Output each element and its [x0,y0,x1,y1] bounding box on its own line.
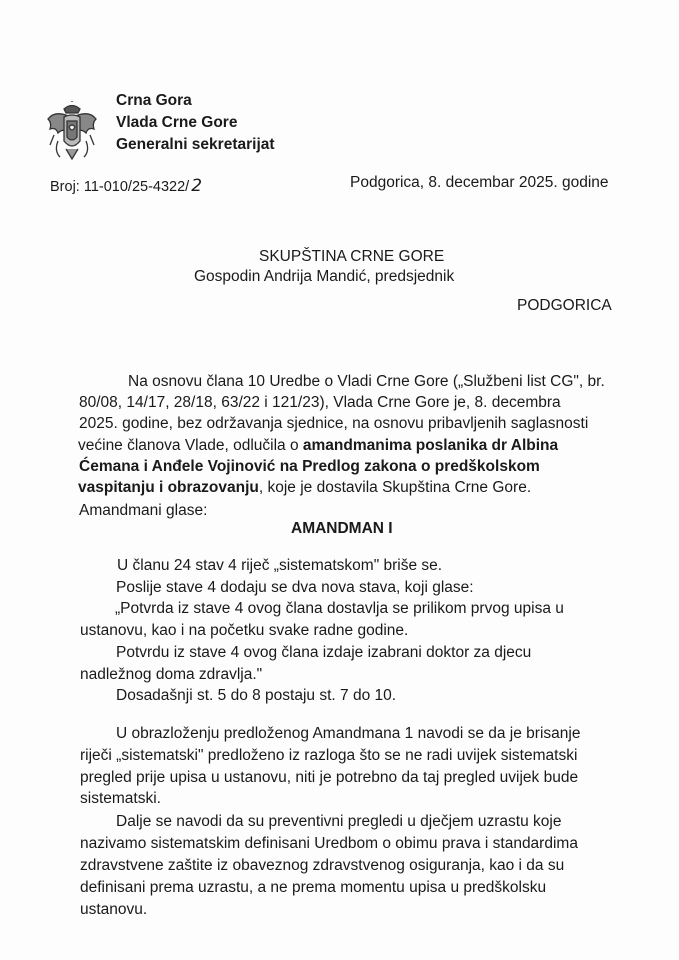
explanation-line: riječi „sistematski" predloženo iz razloga što se ne radi uvijek sistematski [80,747,578,764]
document-date: Podgorica, 8. decembar 2025. godine [350,174,609,191]
explanation-line: ustanovu. [80,901,148,918]
body-line: 80/08, 14/17, 28/18, 63/22 i 121/23), Vlada Crne Gore je, 8. decembra [79,394,561,411]
recipient-institution: SKUPŠTINA CRNE GORE [259,248,445,265]
amendment-title: AMANDMAN I [291,520,393,537]
body-bold-text: amandmanima poslanika dr Albina [302,437,559,454]
amendment-line: U članu 24 stav 4 riječ „sistematskom" briše se. [117,557,443,574]
explanation-line: Dalje se navodi da su preventivni pregledi u dječjem uzrastu koje [116,813,562,830]
explanation-line: pregled prije upisa u ustanovu, niti je potrebno da taj pregled uvijek bude [80,769,579,786]
recipient-city: PODGORICA [517,297,612,314]
explanation-line: sistematski. [80,790,161,807]
header-country: Crna Gora [116,92,192,109]
body-bold-text: vaspitanju i obrazovanju [78,479,259,496]
body-line: Na osnovu člana 10 Uredbe o Vladi Crne Gore („Službeni list CG", br. [128,373,605,390]
amendment-line: Potvrdu iz stave 4 ovog člana izdaje izabrani doktor za djecu [116,644,532,661]
explanation-line: nazivamo sistematskim definisani Uredbom o obimu prava i standardima [80,835,578,852]
body-line: Amandmani glase: [79,502,208,519]
explanation-line: zdravstvene zaštite iz obaveznog zdravstvenog osiguranja, kao i da su [80,857,565,874]
body-line [78,435,558,456]
amendment-line: nadležnog doma zdravlja." [80,666,263,683]
body-bold-line: Ćemana i Anđele Vojinović na Predlog zakona o predškolskom [79,458,540,475]
amendment-line: „Potvrda iz stave 4 ovog člana dostavlja se prilikom prvog upisa u [115,600,564,617]
header-government: Vlada Crne Gore [116,114,238,131]
coat-of-arms-icon [44,101,100,163]
amendment-line: Poslije stave 4 dodaju se dva nova stava, koji glase: [116,579,474,596]
explanation-line: definisani prema uzrastu, a ne prema momentu upisa u predškolsku [80,879,547,896]
body-line [78,477,531,498]
body-text: , koje je dostavila Skupština Crne Gore. [258,479,532,496]
reference-number [50,176,202,196]
body-line: 2025. godine, bez održavanja sjednice, na osnovu pribavljenih saglasnosti [79,415,589,432]
handwritten-suffix: 2 [191,176,203,196]
recipient-person: Gospodin Andrija Mandić, predsjednik [194,268,455,285]
body-text: većine članova Vlade, odlučila o [78,437,303,454]
amendment-line: Dosadašnji st. 5 do 8 postaju st. 7 do 10. [116,687,397,704]
reference-number-text: Broj: 11-010/25-4322/ [50,179,190,195]
amendment-line: ustanovu, kao i na početku svake radne godine. [80,622,409,639]
explanation-line: U obrazloženju predloženog Amandmana 1 navodi se da je brisanje [116,725,581,742]
header-secretariat: Generalni sekretarijat [116,136,275,153]
